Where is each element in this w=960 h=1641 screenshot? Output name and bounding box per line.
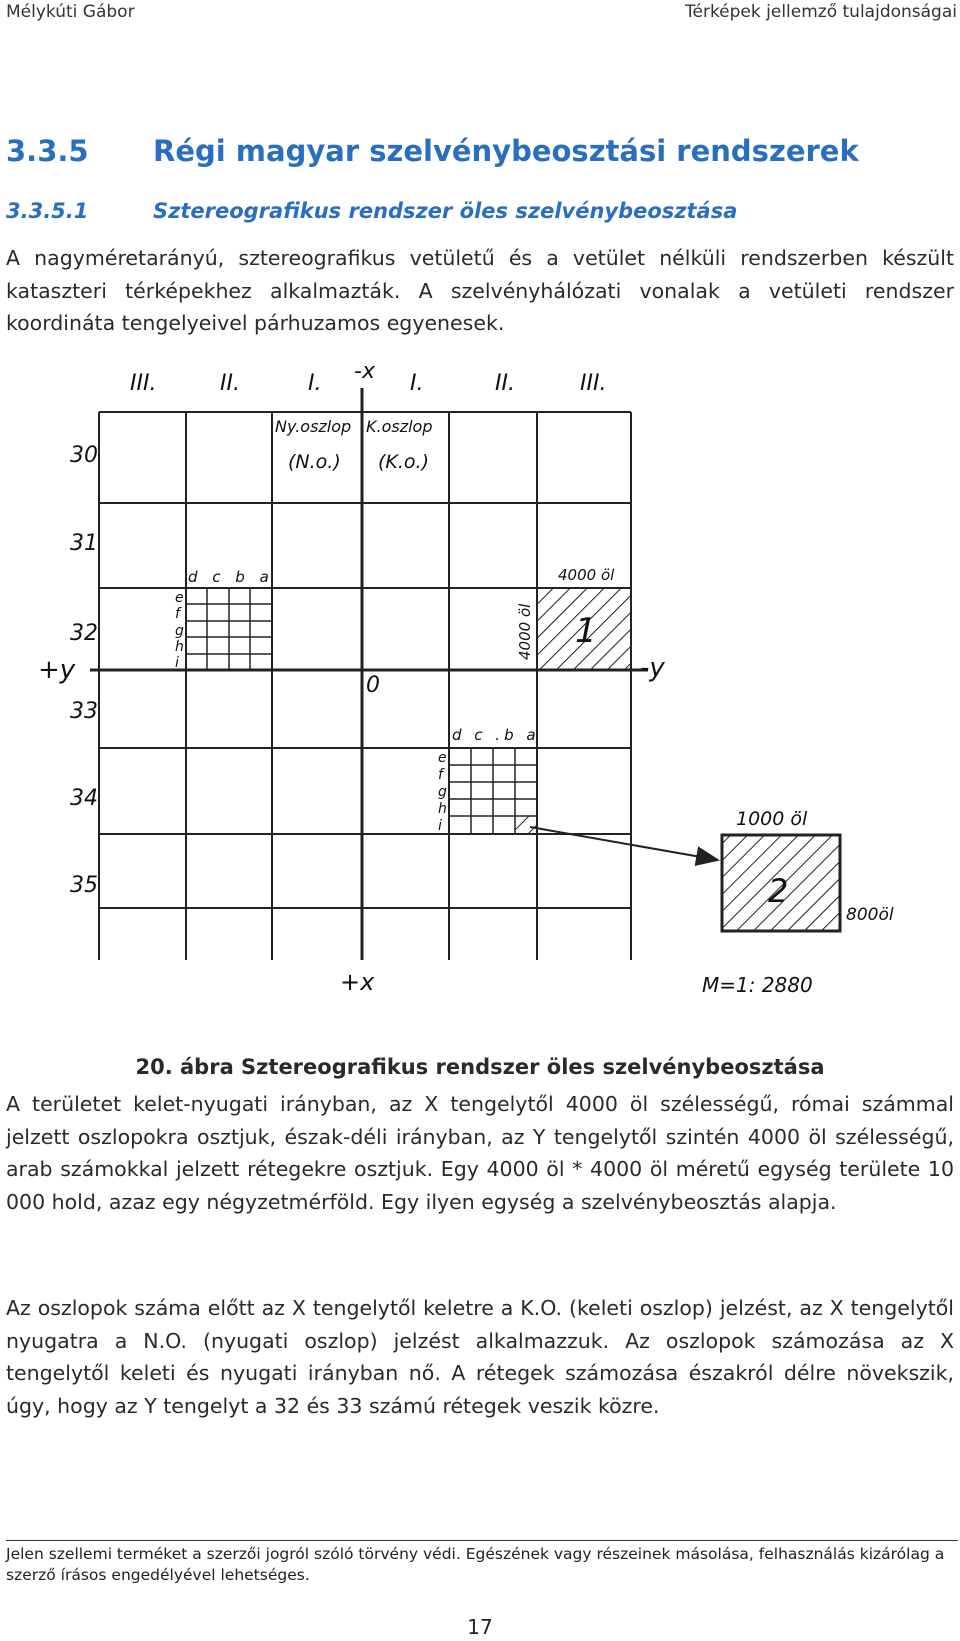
column-label-east-ii: II. xyxy=(495,371,515,396)
sub-row-label: h xyxy=(175,639,184,655)
axis-label-minus-y: -y xyxy=(640,653,665,683)
sheet-division-figure xyxy=(0,360,960,1010)
east-column-abbr: (K.o.) xyxy=(378,451,429,473)
header-author: Mélykúti Gábor xyxy=(6,2,135,22)
row-label-34: 34 xyxy=(70,786,98,811)
sub-rows-lower xyxy=(438,750,447,834)
row-label-35: 35 xyxy=(70,873,98,898)
row-label-30: 30 xyxy=(70,443,98,468)
section-heading xyxy=(6,134,859,168)
sub-row-label: e xyxy=(175,590,184,606)
section-number: 3.3.5 xyxy=(6,134,89,168)
section-title: Régi magyar szelvénybeosztási rendszerek xyxy=(153,134,859,168)
zoom-arrow xyxy=(530,827,718,860)
page-number: 17 xyxy=(467,1615,493,1639)
sub-row-label: g xyxy=(438,784,447,800)
sheet-2-width: 1000 öl xyxy=(736,808,808,830)
sub-row-label: f xyxy=(175,606,180,622)
footer-copyright: Jelen szellemi terméket a szerzői jogról szóló törvény védi. Egészének vagy részeinek másolása, felhasználás kizárólag a szerző írásos engedélyével lehetséges. xyxy=(6,1545,945,1584)
sub-row-label: i xyxy=(438,818,442,834)
column-label-west-i: I. xyxy=(308,371,322,396)
sub-row-label: i xyxy=(175,655,179,671)
subsection-heading xyxy=(6,199,737,223)
axis-label-minus-x: -x xyxy=(354,360,375,384)
row-label-32: 32 xyxy=(70,621,98,646)
sub-rows-upper xyxy=(175,590,184,671)
sheet-1-number: 1 xyxy=(575,611,597,651)
sub-row-label: e xyxy=(438,750,447,766)
sub-row-label: g xyxy=(175,623,184,639)
sheet-2-number: 2 xyxy=(768,872,789,910)
column-label-east-iii: III. xyxy=(580,371,607,396)
east-column-label: K.oszlop xyxy=(366,417,433,436)
sheet-1-width: 4000 öl xyxy=(558,566,615,584)
row-label-31: 31 xyxy=(70,531,98,556)
body-paragraph-2: A területet kelet-nyugati irányban, az X tengelytől 4000 öl szélességű, római számmal jelzett oszlopokra osztjuk, észak-déli irányban, az Y tengelytől szintén 4000 öl szélességű, arab számokkal jelzett rétegekre osztjuk. Egy 4000 öl * 4000 öl méretű egység területe 10 000 hold, azaz egy négyzetmérföld. Egy ilyen egység a szelvénybeosztás alapja. xyxy=(6,1092,954,1214)
figure-caption: 20. ábra Sztereografikus rendszer öles szelvénybeosztása xyxy=(135,1055,825,1079)
subdivision-grid-upper xyxy=(186,588,272,670)
intro-paragraph: A nagyméretarányú, sztereografikus vetületű és a vetület nélküli rendszerben készült kataszteri térképekhez alkalmazták. A szelvényhálózati vonalak a vetületi rendszer koordináta tengelyeivel párhuzamos egyenesek. xyxy=(6,246,954,335)
footer-divider xyxy=(6,1540,958,1541)
axis-label-plus-y: +y xyxy=(38,655,76,685)
origin-label: 0 xyxy=(366,673,380,698)
header-chapter: Térképek jellemző tulajdonságai xyxy=(685,2,957,22)
sub-columns-lower: d c .b a xyxy=(452,726,540,744)
subsection-title: Sztereografikus rendszer öles szelvénybeosztása xyxy=(153,199,738,223)
body-paragraph-3: Az oszlopok száma előtt az X tengelytől keletre a K.O. (keleti oszlop) jelzést, az X tengelytől nyugatra a N.O. (nyugati oszlop) jelzést alkalmazzuk. Az oszlopok számozása az X tengelytől keleti és nyugati irányban nő. A rétegek számozása északról délre növekszik, úgy, hogy az Y tengelyt a 32 és 33 számú rétegek veszik közre. xyxy=(6,1296,954,1418)
column-label-west-ii: II. xyxy=(220,371,240,396)
column-label-east-i: I. xyxy=(410,371,424,396)
sheet-2-height: 800öl xyxy=(846,905,894,925)
sub-columns-upper: d c b a xyxy=(188,568,274,586)
figure-scale: M=1: 2880 xyxy=(702,973,813,997)
subdivision-selected-cell xyxy=(515,816,537,834)
west-column-label: Ny.oszlop xyxy=(275,417,352,436)
west-column-abbr: (N.o.) xyxy=(288,451,341,473)
row-label-33: 33 xyxy=(70,699,98,724)
subsection-number: 3.3.5.1 xyxy=(6,199,89,223)
sub-row-label: h xyxy=(438,801,447,817)
sub-row-label: f xyxy=(438,767,443,783)
sheet-1-height: 4000 öl xyxy=(516,603,534,660)
column-label-west-iii: III. xyxy=(130,371,157,396)
axis-label-plus-x: +x xyxy=(340,968,375,996)
